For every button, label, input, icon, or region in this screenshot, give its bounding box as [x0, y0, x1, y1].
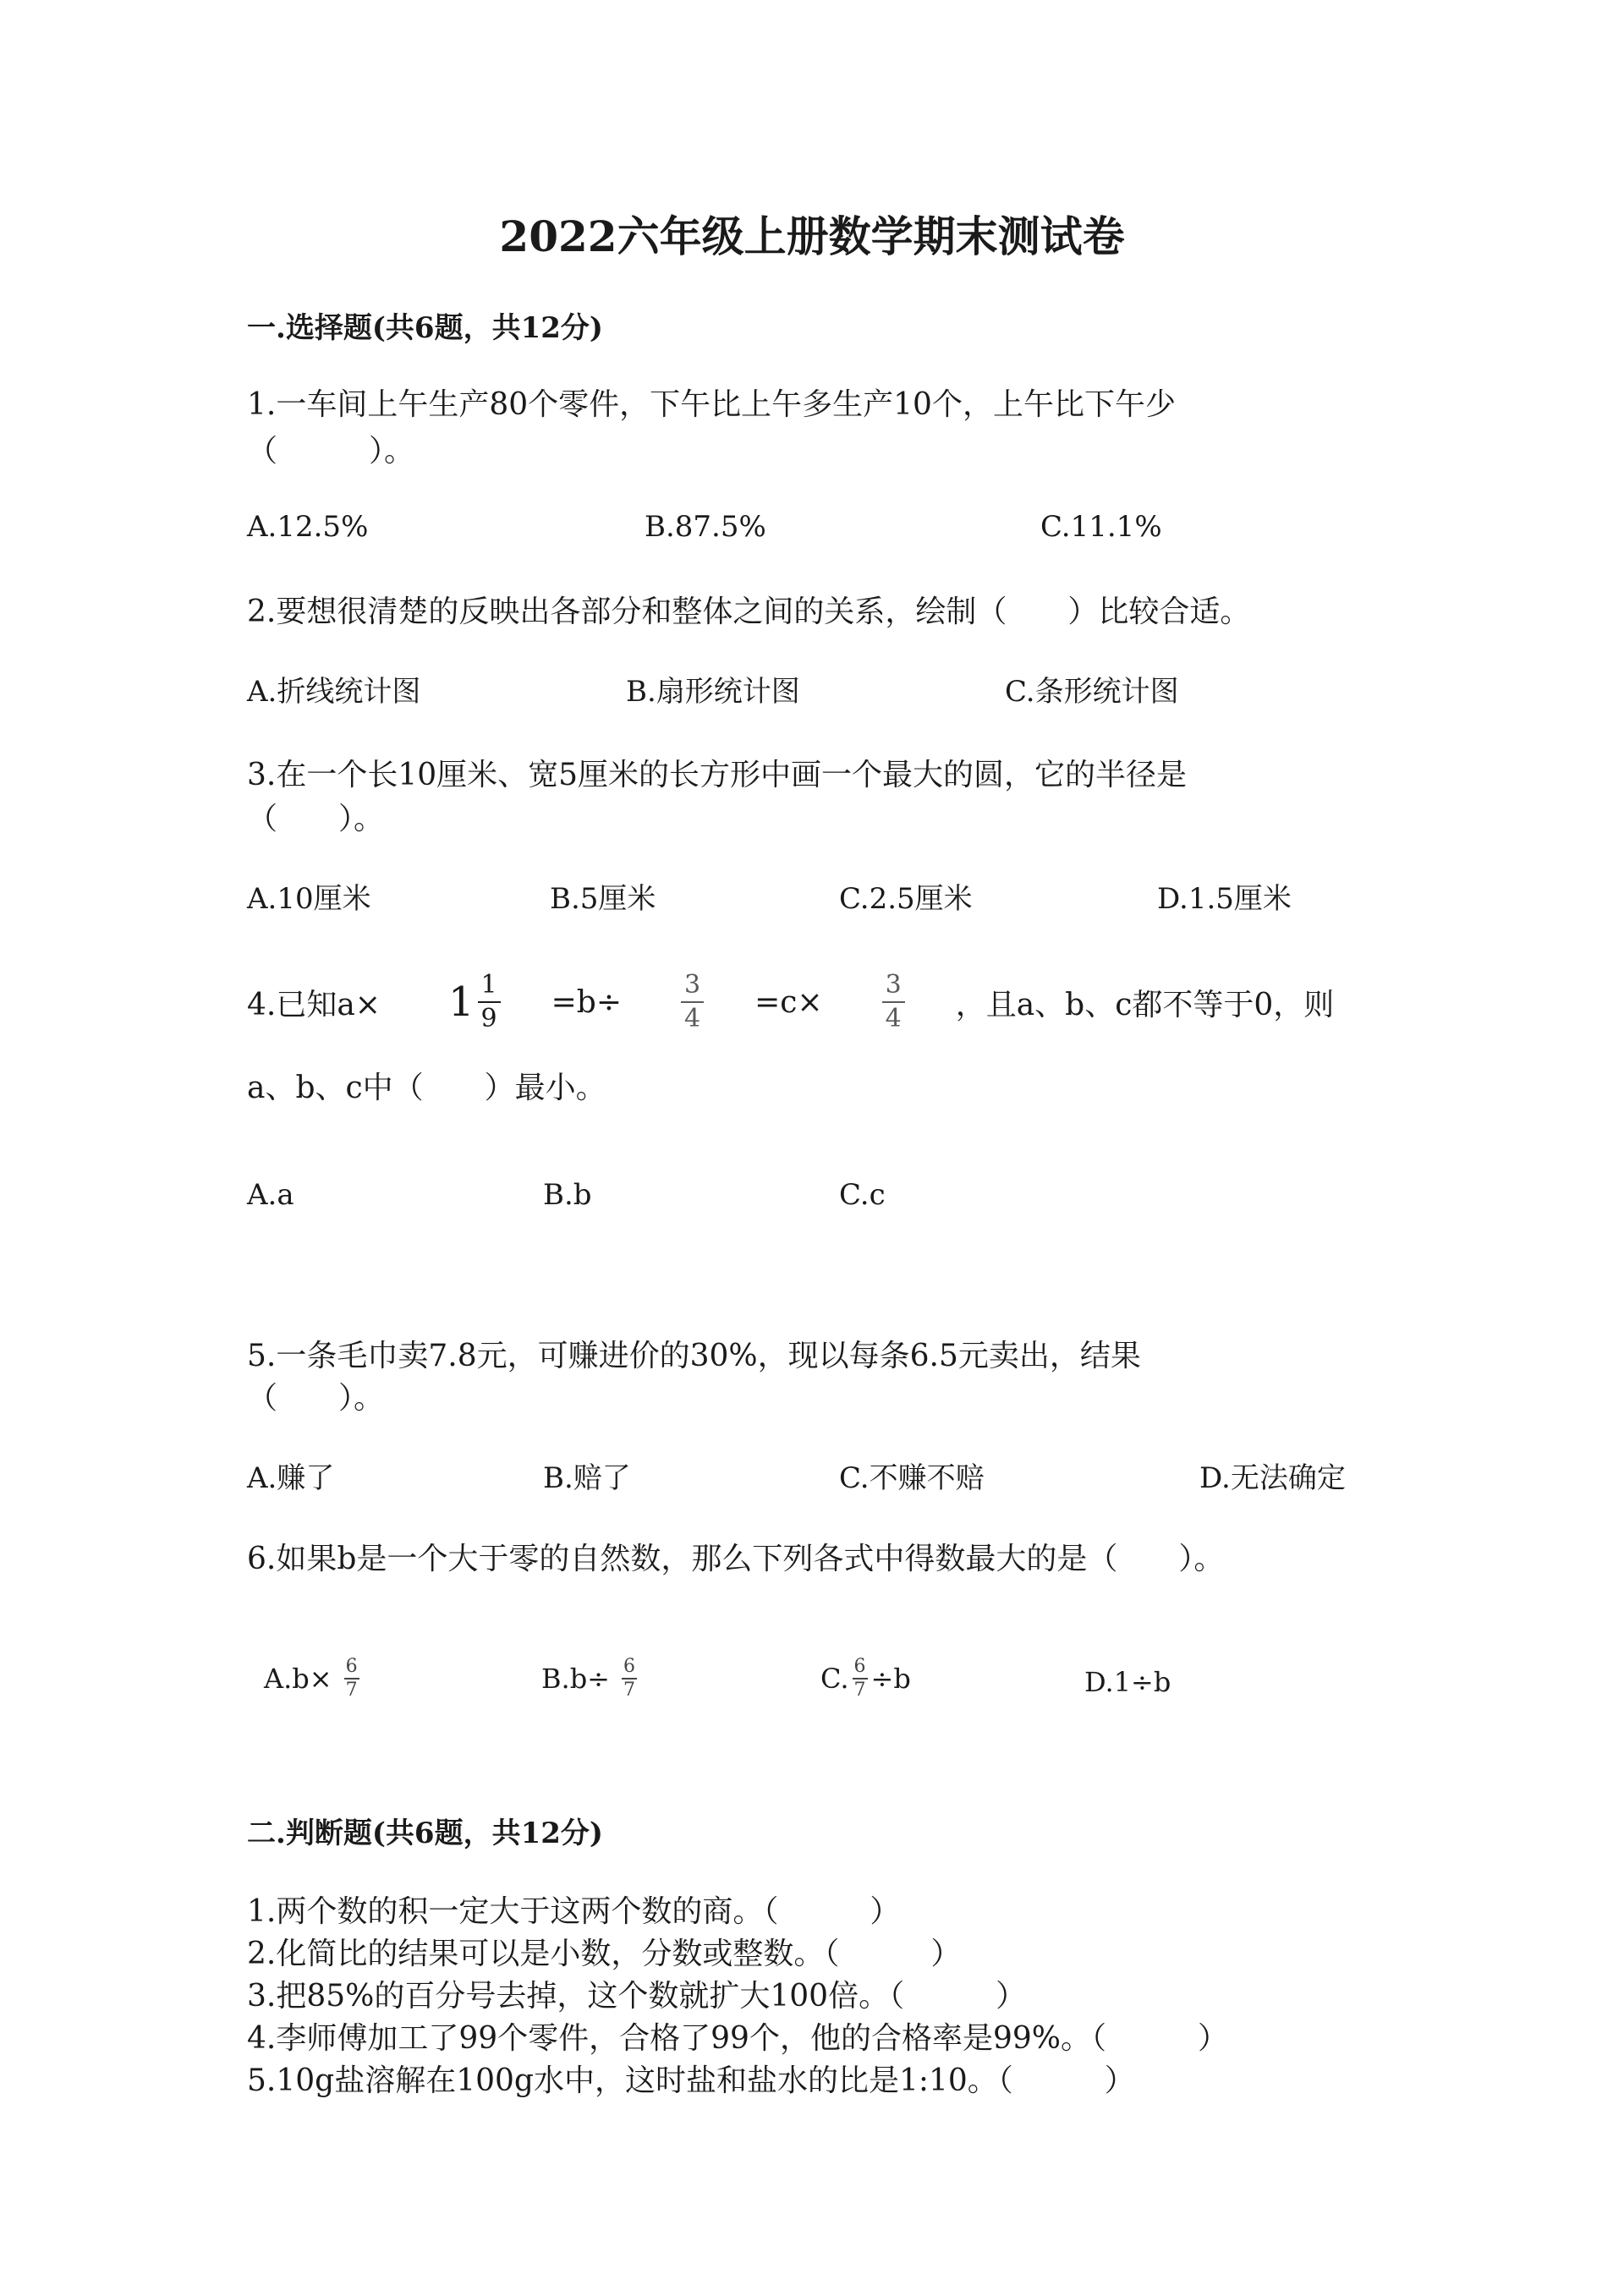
q4-fraction-1-numerator: 3 [681, 973, 704, 1003]
q4-fraction-2-denominator: 4 [885, 1004, 902, 1033]
q4-mixed-whole: 1 [447, 978, 475, 1026]
judge-item-5: 5.10g盐溶解在100g水中，这时盐和盐水的比是1:10。（ ） [247, 2063, 1135, 2098]
question-2: 2.要想很清楚的反映出各部分和整体之间的关系，绘制（ ）比较合适。 [247, 595, 1251, 629]
question-4-line1 [247, 970, 1335, 1033]
q6-option-c-fraction [853, 1658, 868, 1700]
question-3-line2: （ ）。 [247, 802, 385, 836]
q2-option-b: B.扇形统计图 [626, 675, 800, 709]
q6-option-a-fraction [344, 1658, 359, 1700]
judge-item-3: 3.把85%的百分号去掉，这个数就扩大100倍。（ ） [247, 1979, 1027, 2014]
q4-fraction-1 [681, 970, 704, 1033]
judge-item-2: 2.化简比的结果可以是小数，分数或整数。（ ） [247, 1937, 962, 1971]
q5-option-a: A.赚了 [247, 1461, 335, 1495]
q4-fraction-2 [882, 970, 905, 1033]
q2-option-a: A.折线统计图 [247, 675, 421, 709]
q1-option-c: C.11.1% [1040, 510, 1162, 544]
question-4-line2: a、b、c中（ ）最小。 [247, 1071, 606, 1105]
q4-part3: =c× [754, 984, 823, 1020]
q5-option-c: C.不赚不赔 [839, 1461, 985, 1495]
q3-option-a: A.10厘米 [247, 882, 371, 916]
q6-option-b-text: B.b÷ [541, 1663, 610, 1695]
q4-mixed-denominator: 9 [480, 1004, 497, 1033]
q6-option-b-numerator: 6 [622, 1658, 637, 1680]
q2-option-c: C.条形统计图 [1005, 675, 1179, 709]
q4-part4: ，且a、b、c都不等于0，则 [955, 987, 1335, 1022]
q4-mixed-number [447, 970, 501, 1033]
q5-option-d: D.无法确定 [1199, 1461, 1346, 1495]
q6-option-a-numerator: 6 [344, 1658, 359, 1680]
q6-option-d: D.1÷b [1084, 1666, 1171, 1698]
q6-option-c-text: C. [820, 1663, 849, 1695]
q4-mixed-fraction [478, 970, 501, 1033]
question-5-line2: （ ）。 [247, 1381, 385, 1416]
q6-option-b-fraction [622, 1658, 637, 1700]
q1-option-a: A.12.5% [247, 510, 369, 544]
q6-option-b-denominator: 7 [623, 1680, 635, 1701]
q6-option-c-denominator: 7 [853, 1680, 866, 1701]
q3-option-b: B.5厘米 [550, 882, 656, 916]
q4-option-c: C.c [839, 1178, 886, 1212]
question-1-line1: 1.一车间上午生产80个零件，下午比上午多生产10个，上午比下午少 [247, 387, 1176, 422]
q6-option-c-numerator: 6 [853, 1658, 868, 1680]
judge-item-4: 4.李师傅加工了99个零件，合格了99个，他的合格率是99%。（ ） [247, 2021, 1228, 2056]
section-heading-choice: 一.选择题(共6题，共12分) [247, 311, 603, 345]
q4-fraction-2-numerator: 3 [882, 973, 905, 1003]
q4-fraction-1-denominator: 4 [684, 1004, 701, 1033]
q6-option-a-text: A.b× [264, 1663, 332, 1695]
q3-option-c: C.2.5厘米 [839, 882, 973, 916]
q4-option-a: A.a [247, 1178, 294, 1212]
question-5-line1: 5.一条毛巾卖7.8元，可赚进价的30%，现以每条6.5元卖出，结果 [247, 1339, 1141, 1373]
question-3-line1: 3.在一个长10厘米、宽5厘米的长方形中画一个最大的圆，它的半径是 [247, 758, 1188, 792]
q5-option-b: B.赔了 [543, 1461, 631, 1495]
q3-option-d: D.1.5厘米 [1157, 882, 1292, 916]
q1-option-b: B.87.5% [645, 510, 766, 544]
q6-option-c-suffix: ÷b [870, 1663, 911, 1695]
q6-option-a [264, 1658, 359, 1700]
q4-part2: =b÷ [551, 984, 622, 1020]
judge-item-1: 1.两个数的积一定大于这两个数的商。（ ） [247, 1894, 901, 1929]
q6-option-b [541, 1658, 637, 1700]
q4-part1: 4.已知a× [247, 987, 381, 1022]
page-title: 2022六年级上册数学期末测试卷 [499, 211, 1125, 261]
q4-option-b: B.b [543, 1178, 592, 1212]
question-6: 6.如果b是一个大于零的自然数，那么下列各式中得数最大的是（ ）。 [247, 1542, 1225, 1576]
q6-option-a-denominator: 7 [345, 1680, 358, 1701]
question-1-line2: （ ）。 [247, 434, 415, 469]
q6-option-c [820, 1658, 911, 1700]
section-heading-judge: 二.判断题(共6题，共12分) [247, 1817, 603, 1850]
q4-mixed-numerator: 1 [478, 973, 501, 1003]
